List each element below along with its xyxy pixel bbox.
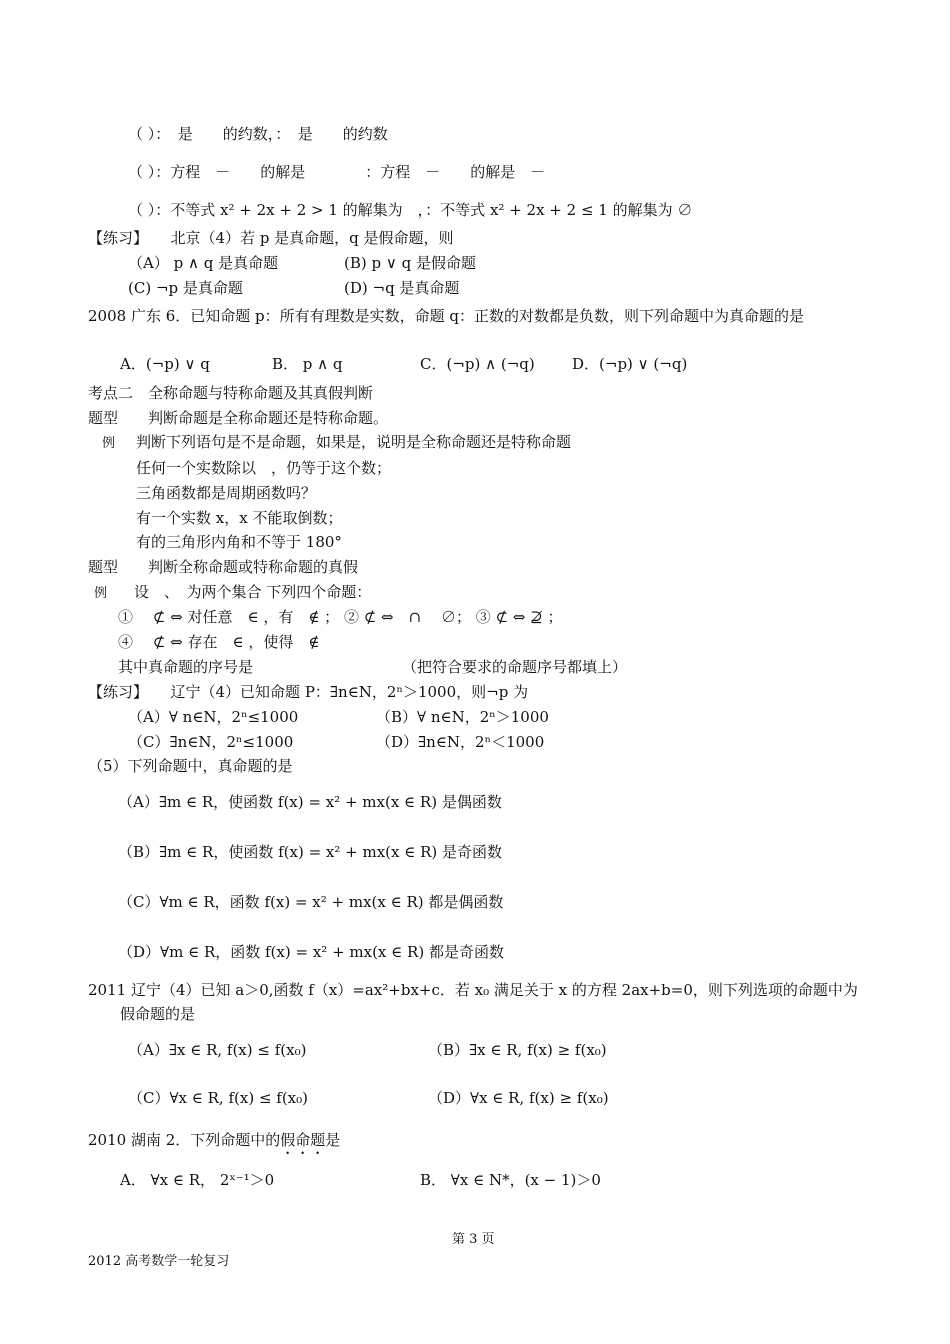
option-b: B． ∀x ∈ N*，(x − 1)＞0 (420, 1171, 601, 1189)
topic-heading: 题型 判断命题是全称命题还是特称命题。 (88, 409, 389, 427)
option-d: （D）∃n∈N，2ⁿ＜1000 (376, 733, 545, 751)
example-text: 设 、 为两个集合 下列四个命题： (134, 583, 372, 601)
statement-item: 三角函数都是周期函数吗？ (136, 484, 317, 502)
option-b: （B）∃m ∈ R，使函数 f(x) = x² + mx(x ∈ R) 是奇函数 (118, 843, 503, 861)
question-text: （5）下列命题中，真命题的是 (88, 757, 293, 775)
question-text: 假命题的是 (120, 1005, 196, 1023)
option-d: （D）∀m ∈ R，函数 f(x) = x² + mx(x ∈ R) 都是奇函数 (118, 943, 504, 961)
statement-item: 有一个实数 x，x 不能取倒数； (136, 509, 343, 527)
topic-heading: 题型 判断全称命题或特称命题的真假 (88, 558, 359, 576)
option-a: （A）∀ n∈N，2ⁿ≤1000 (128, 708, 299, 726)
question-text: 2008 广东 6．已知命题 p：所有有理数是实数，命题 q：正数的对数都是负数，则下列命题中为真命题的是 (88, 307, 804, 325)
section-heading: 考点二 全称命题与特称命题及其真假判断 (88, 384, 374, 402)
option-c: （C）∀x ∈ R, f(x) ≤ f(x₀) (128, 1089, 309, 1107)
option-a: （A） p ∧ q 是真命题 (128, 254, 279, 272)
practice-heading: 【练习】 辽宁（4）已知命题 P：∃n∈N，2ⁿ＞1000，则¬p 为 (88, 683, 529, 701)
proposition-list: ① ⊄ ⇔ 对任意 ∈ ，有 ∉ ； ② ⊄ ⇔ ∩ ∅； ③ ⊄ ⇔ ⊉ ； (118, 608, 563, 626)
example-text: 判断下列语句是不是命题，如果是，说明是全称命题还是特称命题 (136, 433, 572, 451)
emphasized-text: 假命题 (280, 1131, 326, 1149)
text-line: （ ）：方程 － 的解是 ：方程 － 的解是 － (128, 163, 546, 181)
option-b: （B）∀ n∈N，2ⁿ＞1000 (376, 708, 549, 726)
option-a: （A）∃m ∈ R，使函数 f(x) = x² + mx(x ∈ R) 是偶函数 (118, 793, 502, 811)
fill-blank-prompt: 其中真命题的序号是 (118, 658, 254, 676)
option-d: （D）∀x ∈ R, f(x) ≥ f(x₀) (428, 1089, 609, 1107)
option-a: （A）∃x ∈ R, f(x) ≤ f(x₀) (128, 1041, 307, 1059)
question-text (88, 1130, 340, 1158)
question-suffix: 是 (325, 1131, 341, 1149)
option-a: A． ∀x ∈ R， 2ˣ⁻¹＞0 (120, 1171, 275, 1189)
footer-course: 2012 高考数学一轮复习 (88, 1254, 230, 1269)
option-c: （C）∀m ∈ R，函数 f(x) = x² + mx(x ∈ R) 都是偶函数 (118, 893, 504, 911)
statement-item: 有的三角形内角和不等于 180° (136, 533, 342, 551)
proposition-list: ④ ⊄ ⇔ 存在 ∈ ，使得 ∉ (118, 633, 320, 651)
option-b: （B）∃x ∈ R, f(x) ≥ f(x₀) (428, 1041, 607, 1059)
page-number: 第 3 页 (452, 1232, 495, 1247)
option-c: C．(¬p) ∧ (¬q) (420, 355, 535, 373)
text-line: （ ）：不等式 x² + 2x + 2 > 1 的解集为 ，：不等式 x² + 2x + 2 ≤ 1 的解集为 ∅ (128, 201, 693, 219)
example-label: 例 (94, 586, 108, 601)
statement-item: 任何一个实数除以 ，仍等于这个数； (136, 459, 392, 477)
example-label: 例 (102, 436, 116, 451)
option-b: (B) p ∨ q 是假命题 (344, 254, 476, 272)
option-a: A．(¬p) ∨ q (120, 355, 210, 373)
question-text: 2011 辽宁（4）已知 a＞0,函数 f（x）=ax²+bx+c．若 x₀ 满足关于 x 的方程 2ax+b=0，则下列选项的命题中为 (88, 981, 858, 999)
question-prefix: 2010 湖南 2．下列命题中的 (88, 1131, 281, 1149)
fill-blank-hint: （把符合要求的命题序号都填上） (402, 658, 628, 676)
option-d: (D) ¬q 是真命题 (344, 279, 460, 297)
text-line: （ ）： 是 的约数，： 是 的约数 (128, 125, 388, 143)
option-d: D．(¬p) ∨ (¬q) (572, 355, 688, 373)
option-b: B． p ∧ q (272, 355, 343, 373)
practice-heading: 【练习】 北京（4）若 p 是真命题，q 是假命题，则 (88, 229, 454, 247)
option-c: （C）∃n∈N，2ⁿ≤1000 (128, 733, 294, 751)
option-c: (C) ¬p 是真命题 (128, 279, 243, 297)
